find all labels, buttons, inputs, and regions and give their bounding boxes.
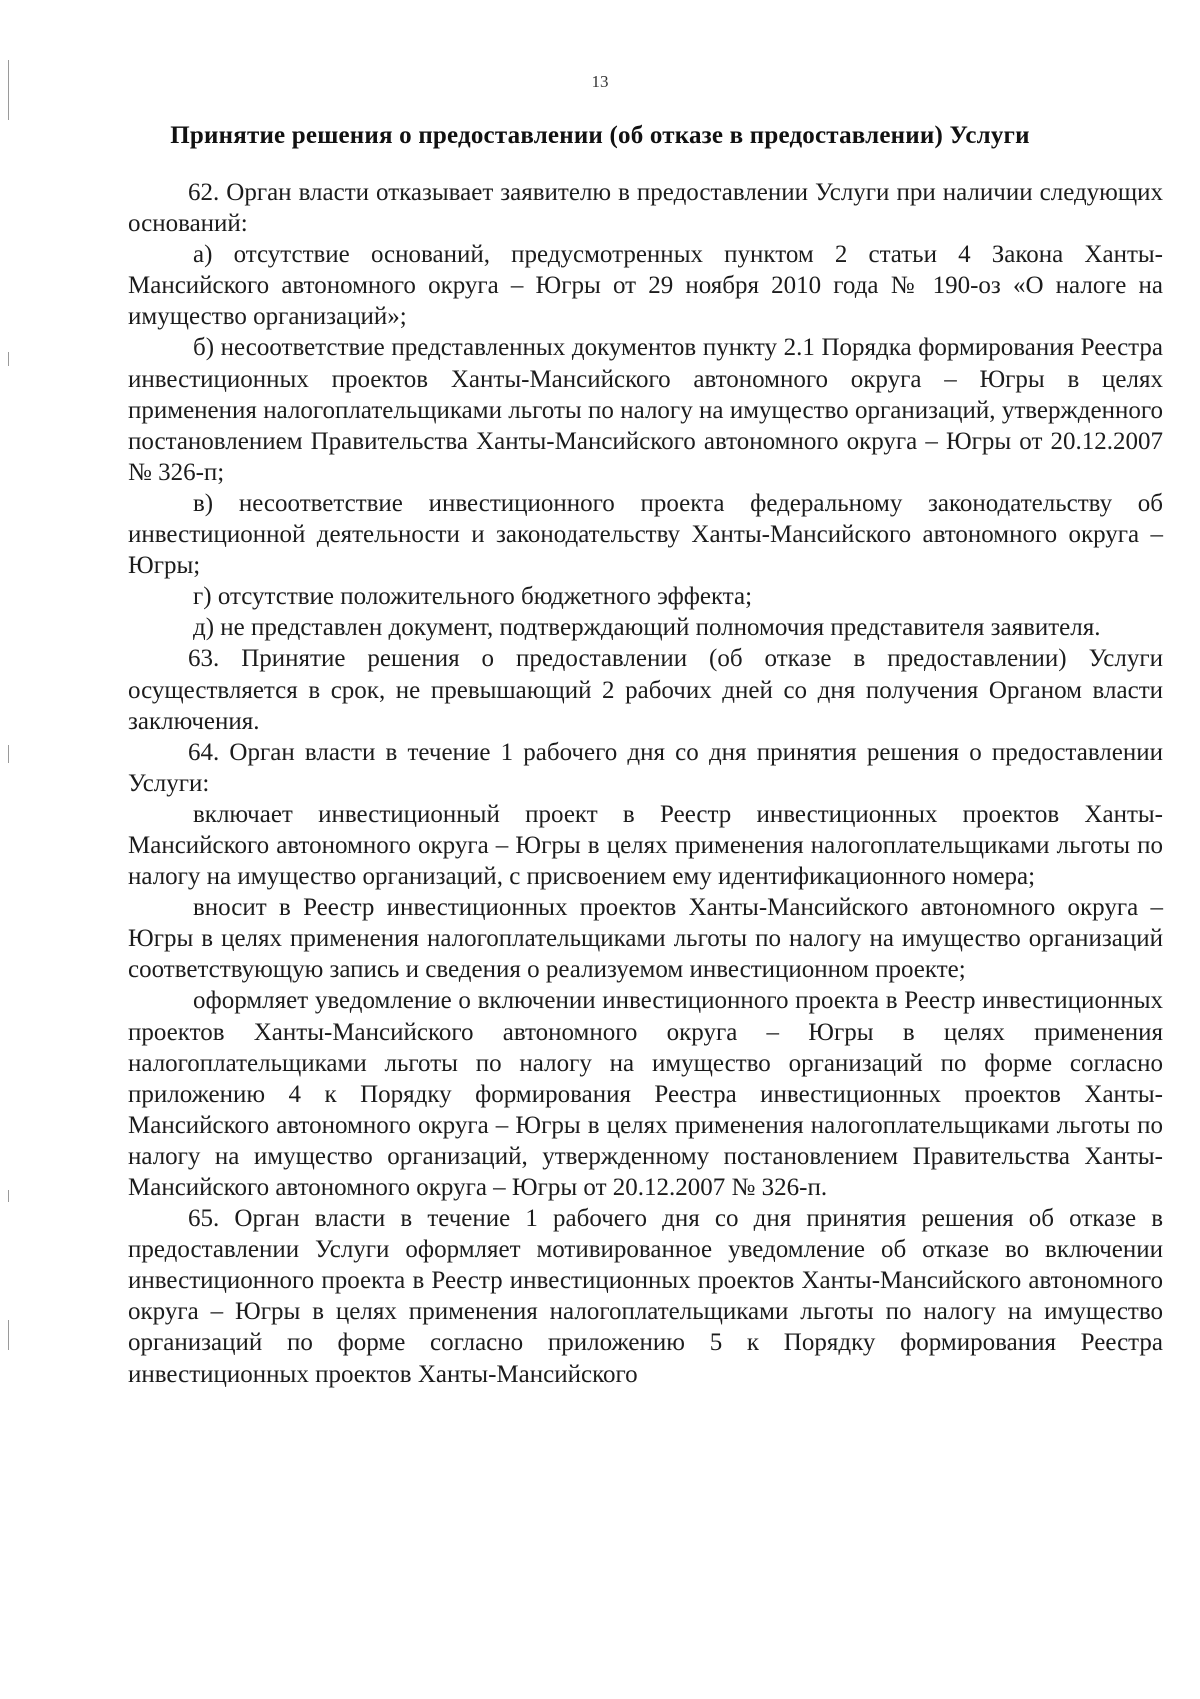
list-item-a: а) отсутствие оснований, предусмотренных пунктом 2 статьи 4 Закона Ханты-Мансийского автономного округа – Югры от 29 ноября 2010 года № 190-оз «О налоге на имущество организаций»; (128, 241, 1163, 331)
list-item-g: г) отсутствие положительного бюджетного эффекта; (193, 583, 753, 611)
scan-edge-mark (8, 745, 9, 763)
paragraph-62: 62. Орган власти отказывает заявителю в предоставлении Услуги при наличии следующих оснований: (128, 179, 1163, 238)
scan-edge-mark (8, 352, 9, 366)
list-item-b: б) несоответствие представленных документов пункту 2.1 Порядка формирования Реестра инвестиционных проектов Ханты-Мансийского автономного округа – Югры в целях применения налогоплательщиками льготы по налогу на имущество организаций, утвержденного постановлением Правительства Ханты-Мансийского автономного округа – Югры от 20.12.2007 № 326-п; (128, 334, 1163, 486)
document-body (128, 177, 1163, 1390)
list-item-v: в) несоответствие инвестиционного проекта федеральному законодательству об инвестиционной деятельности и законодательству Ханты-Мансийского автономного округа – Югры; (128, 489, 1163, 580)
scan-edge-mark (8, 1190, 9, 1202)
paragraph-64-action-notify: оформляет уведомление о включении инвестиционного проекта в Реестр инвестиционных проектов Ханты-Мансийского автономного округа – Югры в целях применения налогоплательщиками льготы по налогу на имущество организаций по форме согласно приложению 4 к Порядку формирования Реестра инвестиционных проектов Ханты-Мансийского автономного округа – Югры в целях применения налогоплательщиками льготы по налогу на имущество организаций, утвержденному постановлением Правительства Ханты-Мансийского автономного округа – Югры от 20.12.2007 № 326-п. (128, 987, 1163, 1201)
page-number: 13 (591, 72, 609, 91)
list-item-d: д) не представлен документ, подтверждающий полномочия представителя заявителя. (193, 614, 1101, 642)
paragraph-64: 64. Орган власти в течение 1 рабочего дня со дня принятия решения о предоставлении Услуги: (128, 738, 1163, 797)
paragraph-64-action-record: вносит в Реестр инвестиционных проектов Ханты-Мансийского автономного округа – Югры в целях применения налогоплательщиками льготы по налогу на имущество организаций соответствующую запись и сведения о реализуемом инвестиционном проекте; (128, 894, 1163, 984)
scan-edge-mark (8, 1320, 9, 1350)
paragraph-64-action-include: включает инвестиционный проект в Реестр инвестиционных проектов Ханты-Мансийского автономного округа – Югры в целях применения налогоплательщиками льготы по налогу на имущество организаций, с присвоением ему идентификационного номера; (128, 800, 1163, 891)
paragraph-63: 63. Принятие решения о предоставлении (об отказе в предоставлении) Услуги осуществляется в срок, не превышающий 2 рабочих дней со дня получения Органом власти заключения. (128, 645, 1163, 735)
section-heading: Принятие решения о предоставлении (об отказе в предоставлении) Услуги (170, 122, 1030, 149)
paragraph-65: 65. Орган власти в течение 1 рабочего дня со дня принятия решения об отказе в предоставлении Услуги оформляет мотивированное уведомление об отказе во включении инвестиционного проекта в Реестр инвестиционных проектов Ханты-Мансийского автономного округа – Югры в целях применения налогоплательщиками льготы по налогу на имущество организаций по форме согласно приложению 5 к Порядку формирования Реестра инвестиционных проектов Ханты-Мансийского (128, 1205, 1163, 1388)
